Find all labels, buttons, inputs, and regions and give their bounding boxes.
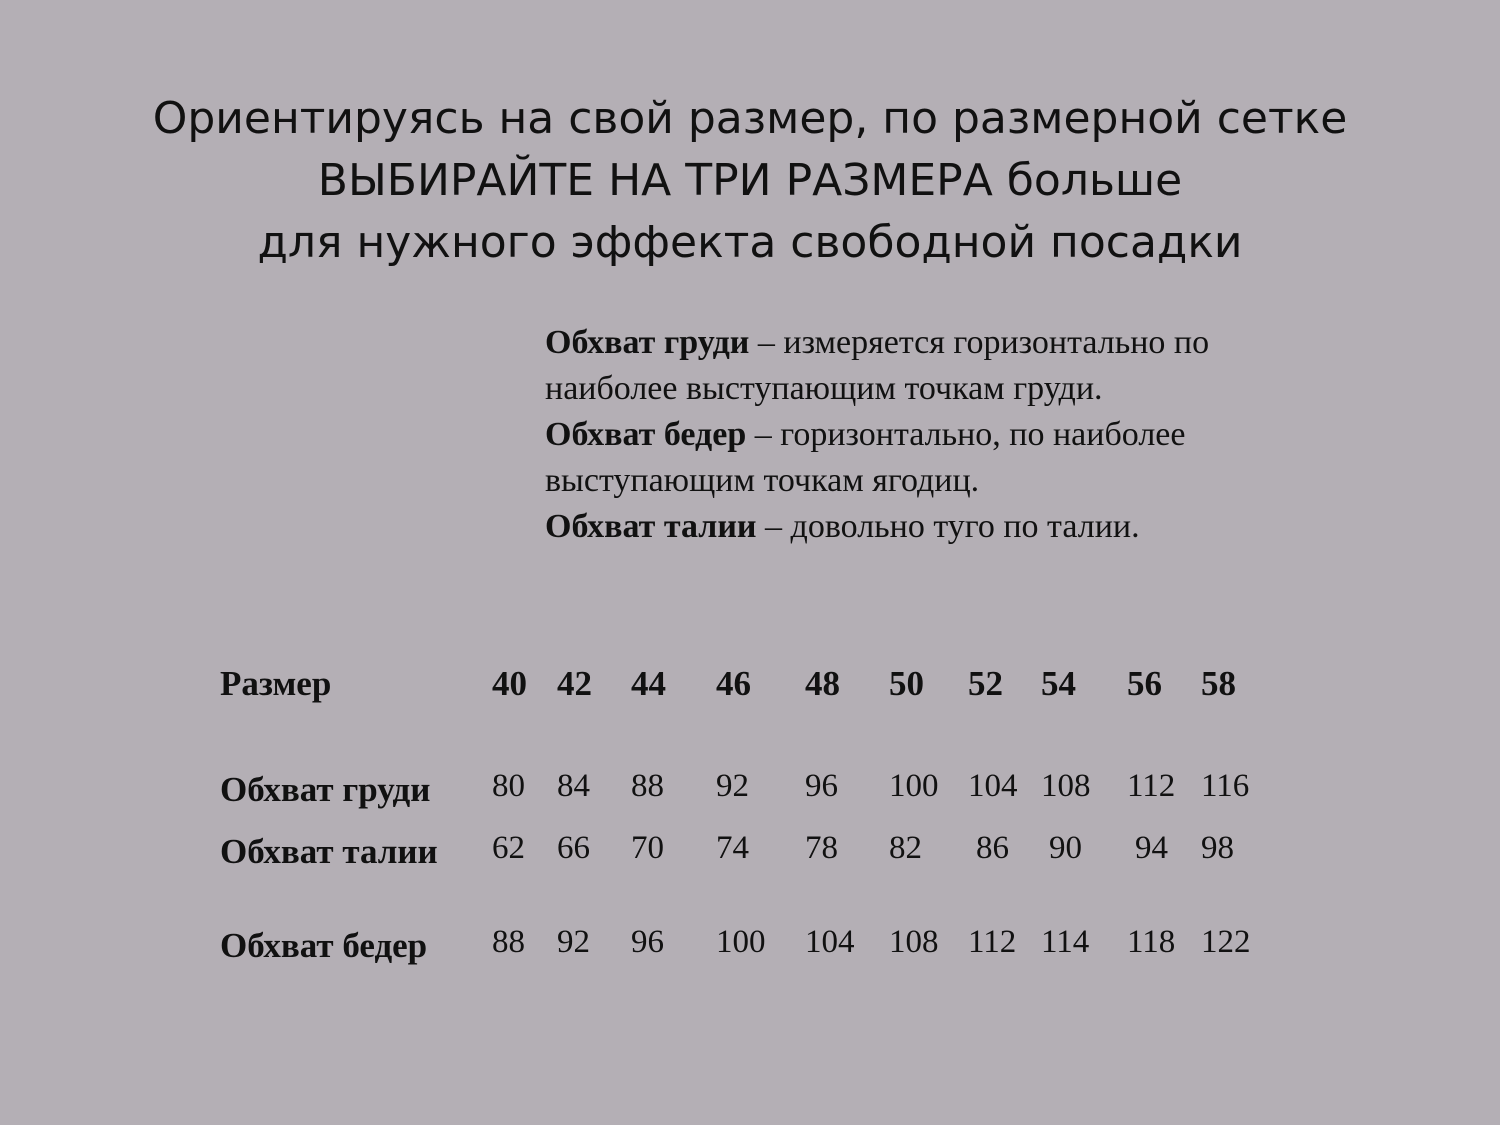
waist-term: Обхват талии [545, 508, 757, 545]
measurement-value-cell: 112 [968, 924, 1017, 960]
hips-definition [545, 412, 1445, 458]
measurement-value-cell: 98 [1201, 830, 1234, 866]
measurement-row-label: Обхват талии [220, 832, 438, 871]
measurement-value-cell: 82 [889, 830, 922, 866]
size-header-cell: 40 [492, 664, 527, 703]
measurement-value-cell: 92 [716, 768, 749, 804]
measurement-value-cell: 86 [976, 830, 1009, 866]
size-header-cell: 50 [889, 664, 924, 703]
measurement-value-cell: 108 [889, 924, 939, 960]
measurement-value-cell: 74 [716, 830, 749, 866]
measurement-value-cell: 90 [1049, 830, 1082, 866]
measurement-value-cell: 112 [1127, 768, 1176, 804]
measurement-value-cell: 116 [1201, 768, 1250, 804]
measurement-value-cell: 96 [805, 768, 838, 804]
chest-term: Обхват груди [545, 324, 750, 361]
waist-definition [545, 504, 1445, 550]
hips-term: Обхват бедер [545, 416, 747, 453]
size-header-cell: 52 [968, 664, 1003, 703]
measurement-value-cell: 118 [1127, 924, 1176, 960]
measurement-definitions [545, 320, 1445, 550]
waist-description: – довольно туго по талии. [756, 508, 1140, 545]
measurement-value-cell: 94 [1135, 830, 1168, 866]
size-header-cell: 44 [631, 664, 666, 703]
measurement-value-cell: 70 [631, 830, 664, 866]
measurement-value-cell: 104 [968, 768, 1018, 804]
size-header-cell: 56 [1127, 664, 1162, 703]
headline-line-3: для нужного эффекта свободной посадки [257, 217, 1243, 268]
measurement-value-cell: 100 [716, 924, 766, 960]
measurement-row-label: Обхват груди [220, 770, 431, 809]
size-header-cell: 54 [1041, 664, 1076, 703]
measurement-value-cell: 66 [557, 830, 590, 866]
size-header-cell: 48 [805, 664, 840, 703]
headline-line-2: ВЫБИРАЙТЕ НА ТРИ РАЗМЕРА больше [317, 155, 1183, 206]
measurement-value-cell: 78 [805, 830, 838, 866]
chest-definition [545, 320, 1445, 366]
hips-description: – горизонтально, по наиболее [746, 416, 1186, 453]
measurement-value-cell: 96 [631, 924, 664, 960]
measurement-value-cell: 122 [1201, 924, 1251, 960]
measurement-value-cell: 92 [557, 924, 590, 960]
measurement-value-cell: 114 [1041, 924, 1090, 960]
size-header-cell: 42 [557, 664, 592, 703]
hips-definition-cont: выступающим точкам ягодиц. [545, 462, 980, 499]
chest-definition-cont: наиболее выступающим точкам груди. [545, 370, 1103, 407]
measurement-value-cell: 62 [492, 830, 525, 866]
chest-description: – измеряется горизонтально по [749, 324, 1210, 361]
measurement-value-cell: 88 [492, 924, 525, 960]
measurement-row-label: Обхват бедер [220, 926, 428, 965]
size-row-label: Размер [220, 664, 332, 703]
headline [0, 88, 1500, 274]
measurement-value-cell: 88 [631, 768, 664, 804]
measurement-value-cell: 80 [492, 768, 525, 804]
measurement-value-cell: 84 [557, 768, 590, 804]
measurement-value-cell: 100 [889, 768, 939, 804]
size-header-cell: 58 [1201, 664, 1236, 703]
measurement-value-cell: 108 [1041, 768, 1091, 804]
measurement-value-cell: 104 [805, 924, 855, 960]
headline-line-1: Ориентируясь на свой размер, по размерной сетке [152, 93, 1348, 144]
size-header-cell: 46 [716, 664, 751, 703]
